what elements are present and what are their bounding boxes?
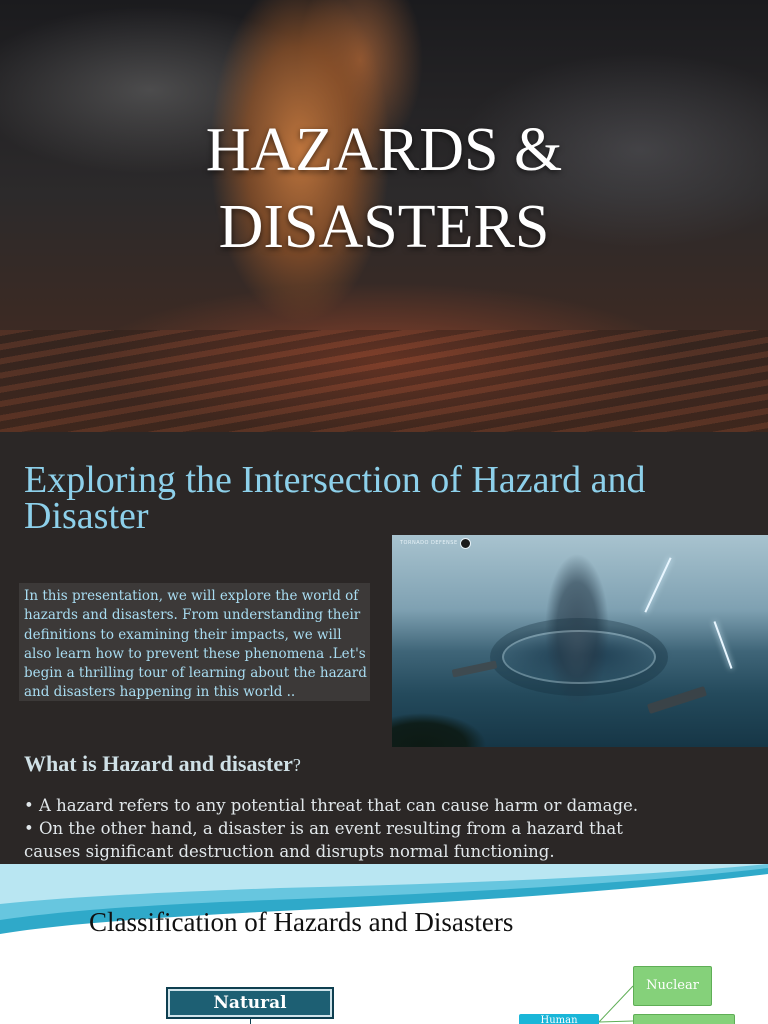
question-heading	[24, 751, 301, 778]
whirlpool-shape	[502, 630, 656, 684]
natural-connector-line	[250, 1019, 251, 1024]
natural-category-box: Natural	[166, 987, 334, 1019]
nuclear-category-box: Nuclear	[633, 966, 712, 1006]
classification-title: Classification of Hazards and Disasters	[89, 907, 514, 937]
intro-slide-heading: Exploring the Intersection of Hazard and Disaster	[24, 459, 646, 537]
intro-paragraph: In this presentation, we will explore the world of hazards and disasters. From understanding their definitions to examining their impacts, we will also learn how to prevent these phenomena .Let's begin a thrilling tour of learning about the hazard and disasters happening in this world ..	[24, 588, 367, 701]
title-slide-title: HAZARDS & DISASTERS	[205, 116, 563, 261]
intro-text-box	[19, 583, 370, 701]
secondary-category-box	[633, 1014, 735, 1024]
human-category-box: Human	[519, 1014, 599, 1024]
tornado-sea-photo	[392, 535, 768, 747]
title-slide	[0, 0, 768, 432]
classification-slide	[0, 864, 768, 1024]
definition-disaster: • On the other hand, a disaster is an event resulting from a hazard that causes significant destruction and disrupts normal functioning.	[24, 819, 623, 861]
question-heading-text: What is Hazard and disaster	[24, 751, 293, 776]
question-mark: ?	[292, 755, 301, 775]
photo-watermark-text: TORNADO DEFENSE	[400, 540, 458, 546]
definition-list	[24, 794, 664, 863]
ship-shape	[647, 686, 707, 714]
title-slide-background-ground	[0, 330, 768, 432]
lightning-bolt-icon	[644, 557, 671, 612]
lightning-bolt-icon	[714, 621, 733, 669]
definition-hazard: • A hazard refers to any potential threat that can cause harm or damage.	[24, 796, 639, 815]
intro-slide	[0, 432, 768, 864]
ship-shape	[452, 660, 498, 677]
circle-logo-icon	[460, 538, 471, 549]
palm-trees-shape	[392, 685, 502, 747]
